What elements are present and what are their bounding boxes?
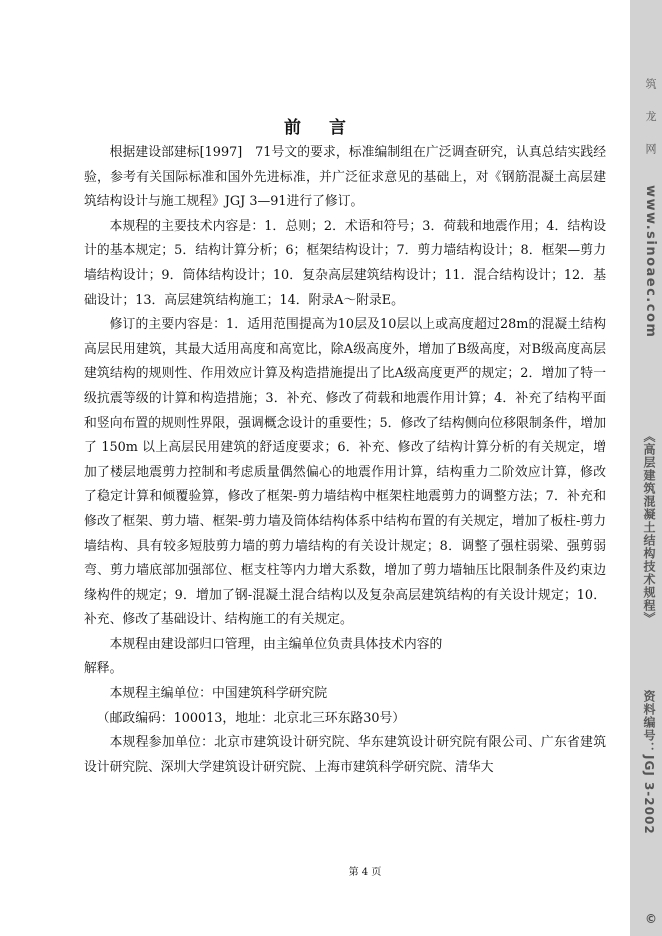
watermark-sidebar	[630, 0, 662, 936]
site-name-label: 筑 龙 网	[644, 78, 657, 163]
page-title: 前言	[284, 118, 374, 138]
page-number: 第 4 页	[348, 867, 382, 878]
paragraph-revision-content: 修订的主要内容是：1．适用范围提高为10层及10层以上或高度超过28m的混凝土结构高层民用建筑，其最大适用高度和高宽比，除A级高度外，增加了B级高度，对B级高度高层建筑结构的规则性、作用效应计算及构造措施提出了比A级高度更严的规定；2．增加了特一级抗震等级的计算和构造措施；3．补充、修改了荷载和地震作用计算；4．补充了结构平面和竖向布置的规则性界限，强调概念设计的重要性；5．修改了结构侧向位移限制条件，增加了 150m 以上高层民用建筑的舒适度要求；6．补充、修改了结构计算分析的有关规定，增加了楼层地震剪力控制和考虑质量偶然偏心的地震作用计算，结构重力二阶效应计算，修改了稳定计算和倾覆验算，修改了框架-剪力墙结构中框架柱地震剪力的调整方法；7．补充和修改了框架、剪力墙、框架-剪力墙及筒体结构体系中结构布置的有关规定，增加了板柱-剪力墙结构、具有较多短肢剪力墙的剪力墙结构的有关设计规定；8．调整了强柱弱梁、强剪弱弯、剪力墙底部加强部位、框支柱等内力增大系数，增加了剪力墙轴压比限制条件及约束边缘构件的规定；9．增加了钢-混凝土混合结构以及复杂高层建筑结构的有关设计规定；10．补充、修改了基础设计、结构施工的有关规定。	[84, 317, 606, 628]
document-body	[84, 141, 606, 780]
copyright-icon: ©	[644, 912, 658, 926]
paragraph-participants: 本规程参加单位：北京市建筑设计研究院、华东建筑设计研究院有限公司、广东省建筑设计研究院、深圳大学建筑设计研究院、上海市建筑科学研究院、清华大	[84, 735, 606, 775]
paragraph-address: （邮政编码：100013，地址：北京北三环东路30号）	[96, 710, 406, 726]
book-title-label: 《高层建筑混凝土结构技术规程》	[642, 430, 656, 625]
paragraph-chief-editor: 本规程主编单位：中国建筑科学研究院	[109, 686, 328, 702]
document-code-label: 资料编号：JGJ 3-2002	[642, 690, 656, 835]
paragraph-administration-continued: 解释。	[84, 661, 123, 677]
site-url-label: www.sinoaec.com	[643, 185, 658, 339]
paragraph-main-content: 本规程的主要技术内容是：1．总则；2．术语和符号；3．荷载和地震作用；4．结构设计的基本规定；5．结构计算分析；6；框架结构设计；7．剪力墙结构设计；8．框架—剪力墙结构设计；9．筒体结构设计；10．复杂高层建筑结构设计；11．混合结构设计；12．基础设计；13．高层建筑结构施工；14．附录A～附录E。	[84, 218, 606, 308]
paragraph-administration: 本规程由建设部归口管理，由主编单位负责具体技术内容的	[109, 636, 443, 652]
paragraph-revision-basis: 根据建设部建标[1997] 71号文的要求，标准编制组在广泛调查研究，认真总结实践经验，参考有关国际标准和国外先进标准，并广泛征求意见的基础上，对《钢筋混凝土高层建筑结构设计与施工规程》JGJ 3—91进行了修订。	[84, 145, 606, 210]
